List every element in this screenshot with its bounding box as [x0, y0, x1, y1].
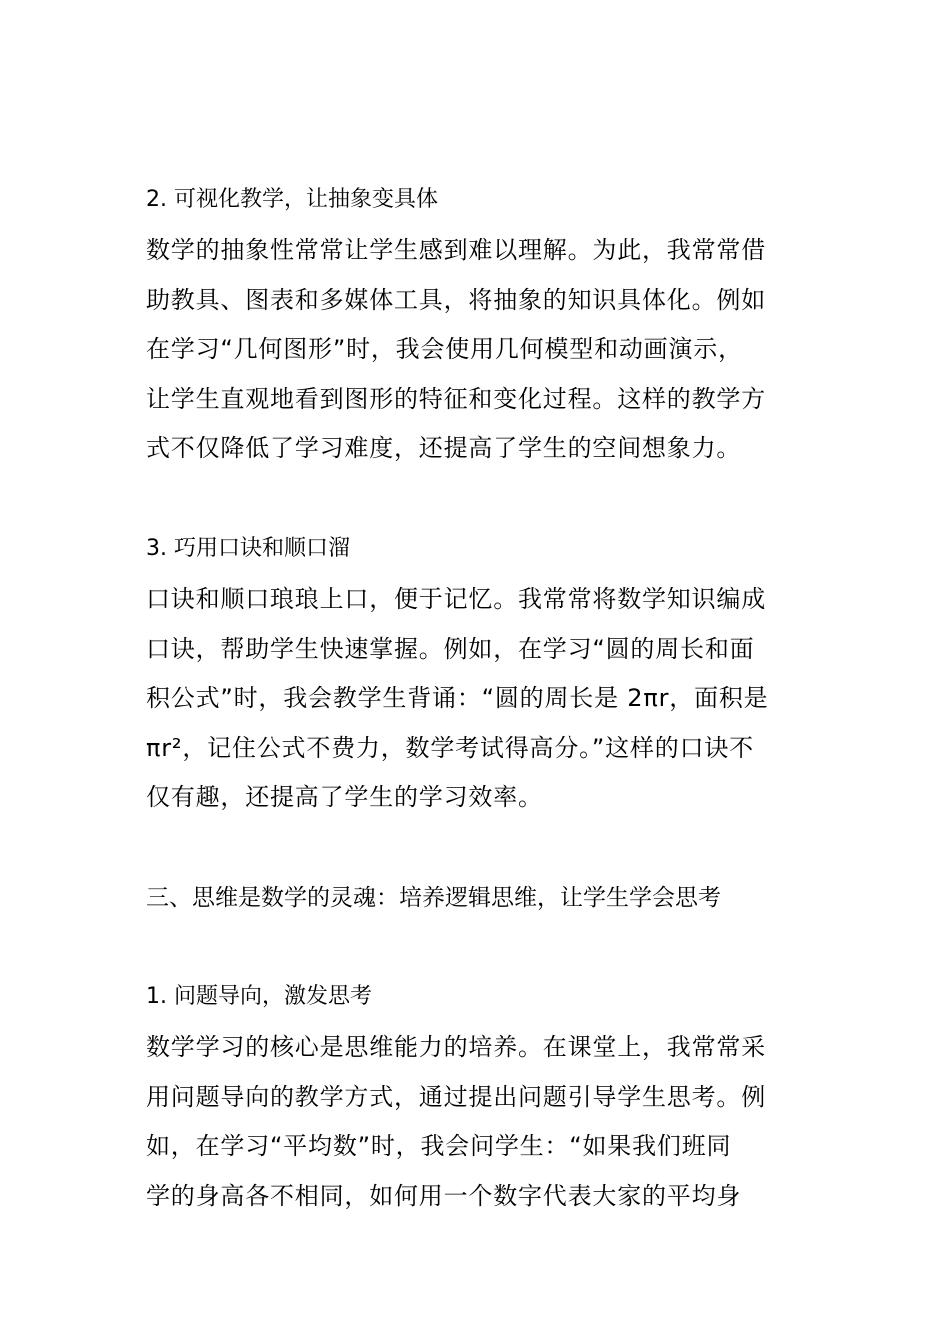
paragraph-line: 在学习“几何图形”时，我会使用几何模型和动画演示， — [146, 335, 743, 363]
paragraph-mnemonics — [146, 575, 810, 823]
section-heading-problem-oriented: 1. 问题导向，激发思考 — [146, 984, 372, 1009]
paragraph-line: 学的身高各不相同，如何用一个数字代表大家的平均身 — [146, 1181, 742, 1210]
chapter-heading-thinking: 三、思维是数学的灵魂：培养逻辑思维，让学生学会思考 — [146, 885, 721, 911]
paragraph-line: 口诀和顺口琅琅上口，便于记忆。我常常将数学知识编成 — [146, 585, 766, 613]
section-heading-mnemonics: 3. 巧用口诀和顺口溜 — [146, 536, 350, 561]
paragraph-line: 仅有趣，还提高了学生的学习效率。 — [146, 783, 543, 811]
paragraph-line: 如，在学习“平均数”时，我会问学生：“如果我们班同 — [146, 1132, 732, 1160]
paragraph-line: 助教具、图表和多媒体工具，将抽象的知识具体化。例如 — [146, 285, 766, 314]
paragraph-line: 数学的抽象性常常让学生感到难以理解。为此，我常常借 — [146, 236, 766, 264]
paragraph-line: 口诀，帮助学生快速掌握。例如，在学习“圆的周长和面 — [146, 634, 755, 663]
paragraph-line: 让学生直观地看到图形的特征和变化过程。这样的教学方 — [146, 384, 766, 413]
paragraph-problem-oriented — [146, 1023, 810, 1221]
paragraph-line: 式不仅降低了学习难度，还提高了学生的空间想象力。 — [146, 434, 742, 462]
paragraph-visualization — [146, 226, 810, 474]
paragraph-line: 积公式”时，我会教学生背诵：“圆的周长是 2πr，面积是 — [146, 684, 769, 712]
paragraph-line: πr²，记住公式不费力，数学考试得高分。”这样的口诀不 — [146, 733, 754, 762]
paragraph-line: 数学学习的核心是思维能力的培养。在课堂上，我常常采 — [146, 1033, 766, 1061]
paragraph-line: 用问题导向的教学方式，通过提出问题引导学生思考。例 — [146, 1082, 766, 1111]
section-heading-visualization: 2. 可视化教学，让抽象变具体 — [146, 187, 438, 212]
